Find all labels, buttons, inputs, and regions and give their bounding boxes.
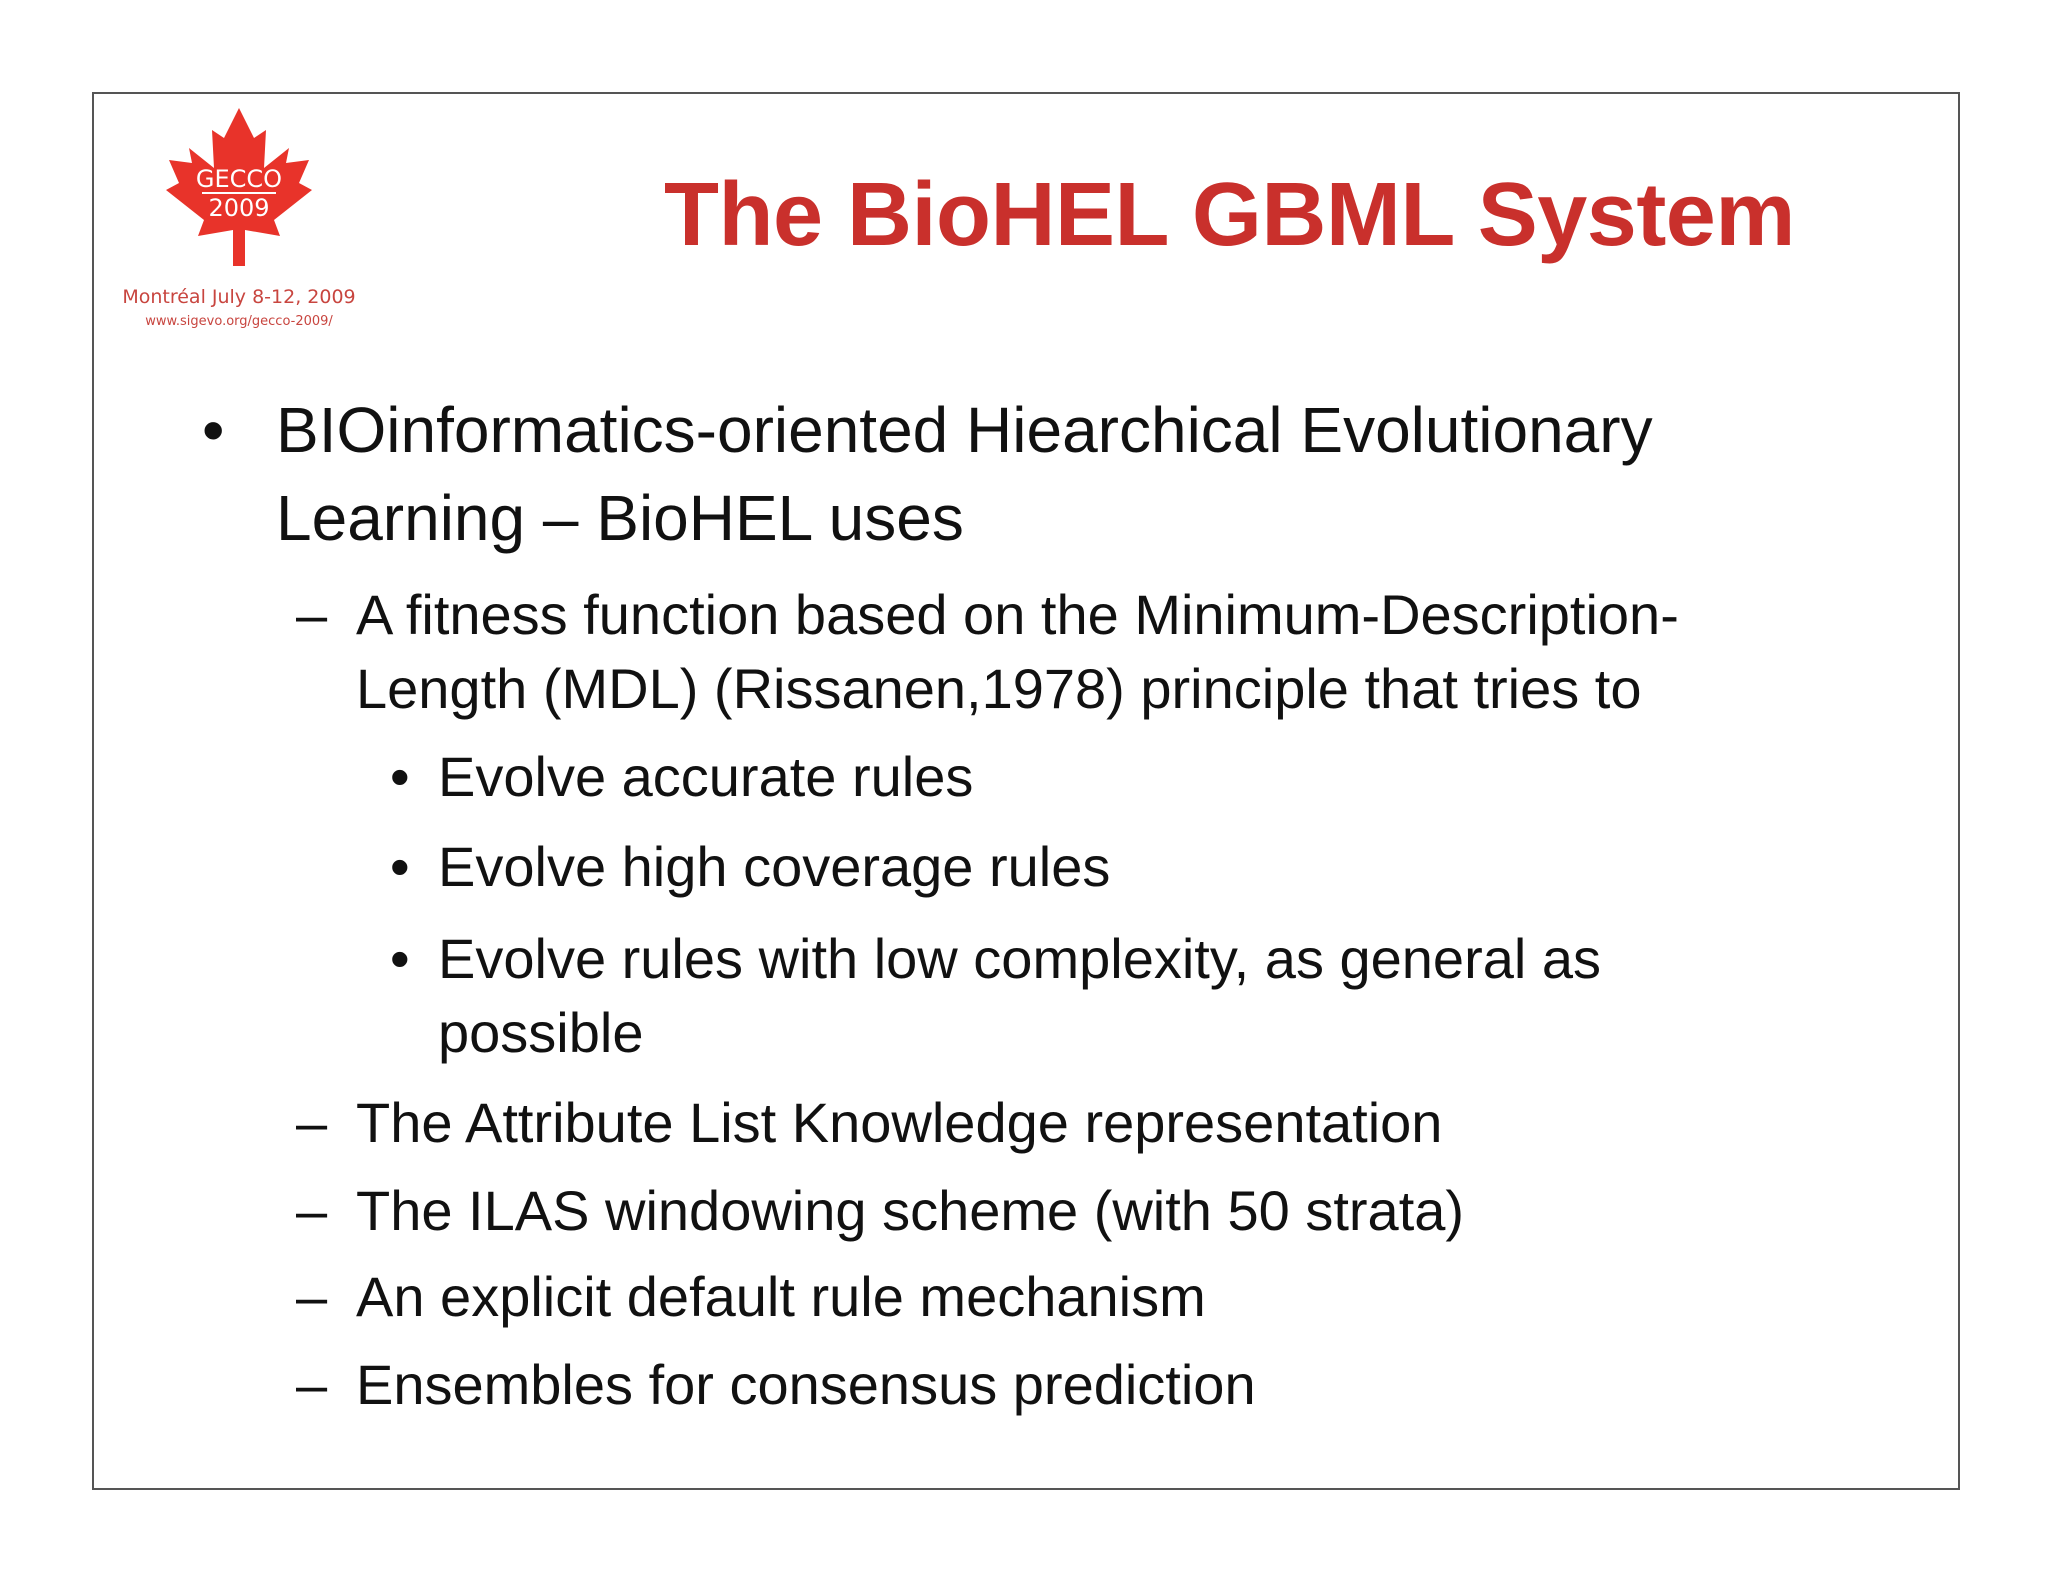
child-high-coverage: Evolve high coverage rules [438,835,1111,898]
dash-marker: – [296,1091,328,1154]
bullet-marker: • [390,927,410,990]
maple-leaf-icon [114,108,364,288]
gecco-logo [114,108,364,328]
dash-marker: – [296,1179,328,1242]
slide-frame [92,92,1960,1490]
dash-marker: – [296,1353,328,1416]
subitem-ilas-windowing: The ILAS windowing scheme (with 50 strata) [356,1179,1465,1242]
logo-location-dates: Montréal July 8-12, 2009 [122,286,356,308]
subitem-attribute-list: The Attribute List Knowledge representation [356,1091,1443,1154]
child-accurate-rules: Evolve accurate rules [438,745,974,808]
badge-year-text: 2009 [208,194,270,222]
bullet-marker: • [202,394,225,466]
bullet-main-line1: BIOinformatics-oriented Hiearchical Evolutionary [276,394,1653,466]
subitem-ensembles: Ensembles for consensus prediction [356,1353,1256,1416]
dash-marker: – [296,583,328,646]
child-low-complexity-line1: Evolve rules with low complexity, as general as [438,927,1602,990]
child-low-complexity-line2: possible [438,1001,644,1064]
bullet-marker: • [390,745,410,808]
bullet-main-line2: Learning – BioHEL uses [276,482,964,554]
badge-gecco-text: GECCO [195,165,283,193]
dash-marker: – [296,1265,328,1328]
bullet-marker: • [390,835,410,898]
subitem-default-rule: An explicit default rule mechanism [356,1265,1206,1328]
subitem-fitness-line1: A fitness function based on the Minimum-Description- [356,583,1679,646]
slide-title: The BioHEL GBML System [664,165,1795,265]
logo-url: www.sigevo.org/gecco-2009/ [145,314,333,329]
subitem-fitness-line2: Length (MDL) (Rissanen,1978) principle that tries to [356,657,1642,720]
